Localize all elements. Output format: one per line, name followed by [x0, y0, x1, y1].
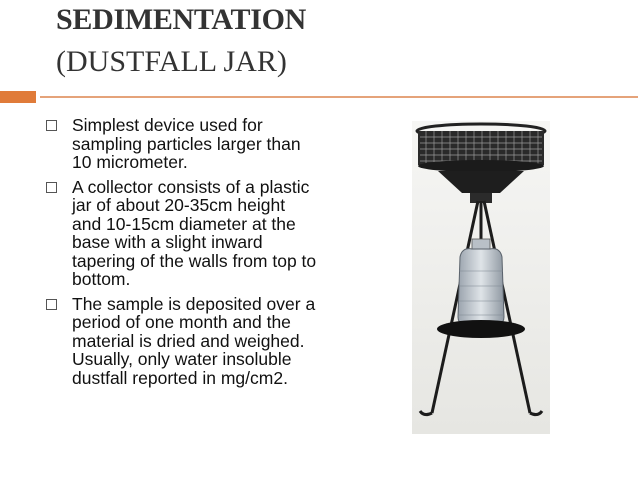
bullet-item [46, 116, 318, 172]
bullet-text: The sample is deposited over a period of one month and the material is dried and weighed. Usually, only water insoluble dustfall reported in mg/cm2. [72, 293, 316, 388]
dustfall-jar-illustration [412, 121, 550, 434]
title-divider-line [40, 96, 638, 98]
slide-title [56, 2, 476, 80]
square-outline-icon [46, 120, 57, 131]
square-outline-icon [46, 182, 57, 193]
mesh-guard [417, 124, 545, 172]
bullet-list [46, 116, 318, 393]
title-line-2: (DUSTFALL JAR) [56, 45, 287, 78]
accent-block [0, 91, 36, 103]
dustfall-jar-photo [412, 121, 550, 434]
bullet-item [46, 295, 318, 388]
base-plate [437, 320, 525, 338]
bullet-text: Simplest device used for sampling particles larger than 10 micrometer. [72, 115, 301, 172]
title-line-1: SEDIMENTATION [56, 3, 307, 36]
collection-jar [458, 239, 504, 329]
bullet-text: A collector consists of a plastic jar of about 20-35cm height and 10-15cm diameter at the base with a slight inward tapering of the walls from top to bottom. [72, 176, 317, 289]
square-outline-icon [46, 299, 57, 310]
bullet-item [46, 178, 318, 289]
